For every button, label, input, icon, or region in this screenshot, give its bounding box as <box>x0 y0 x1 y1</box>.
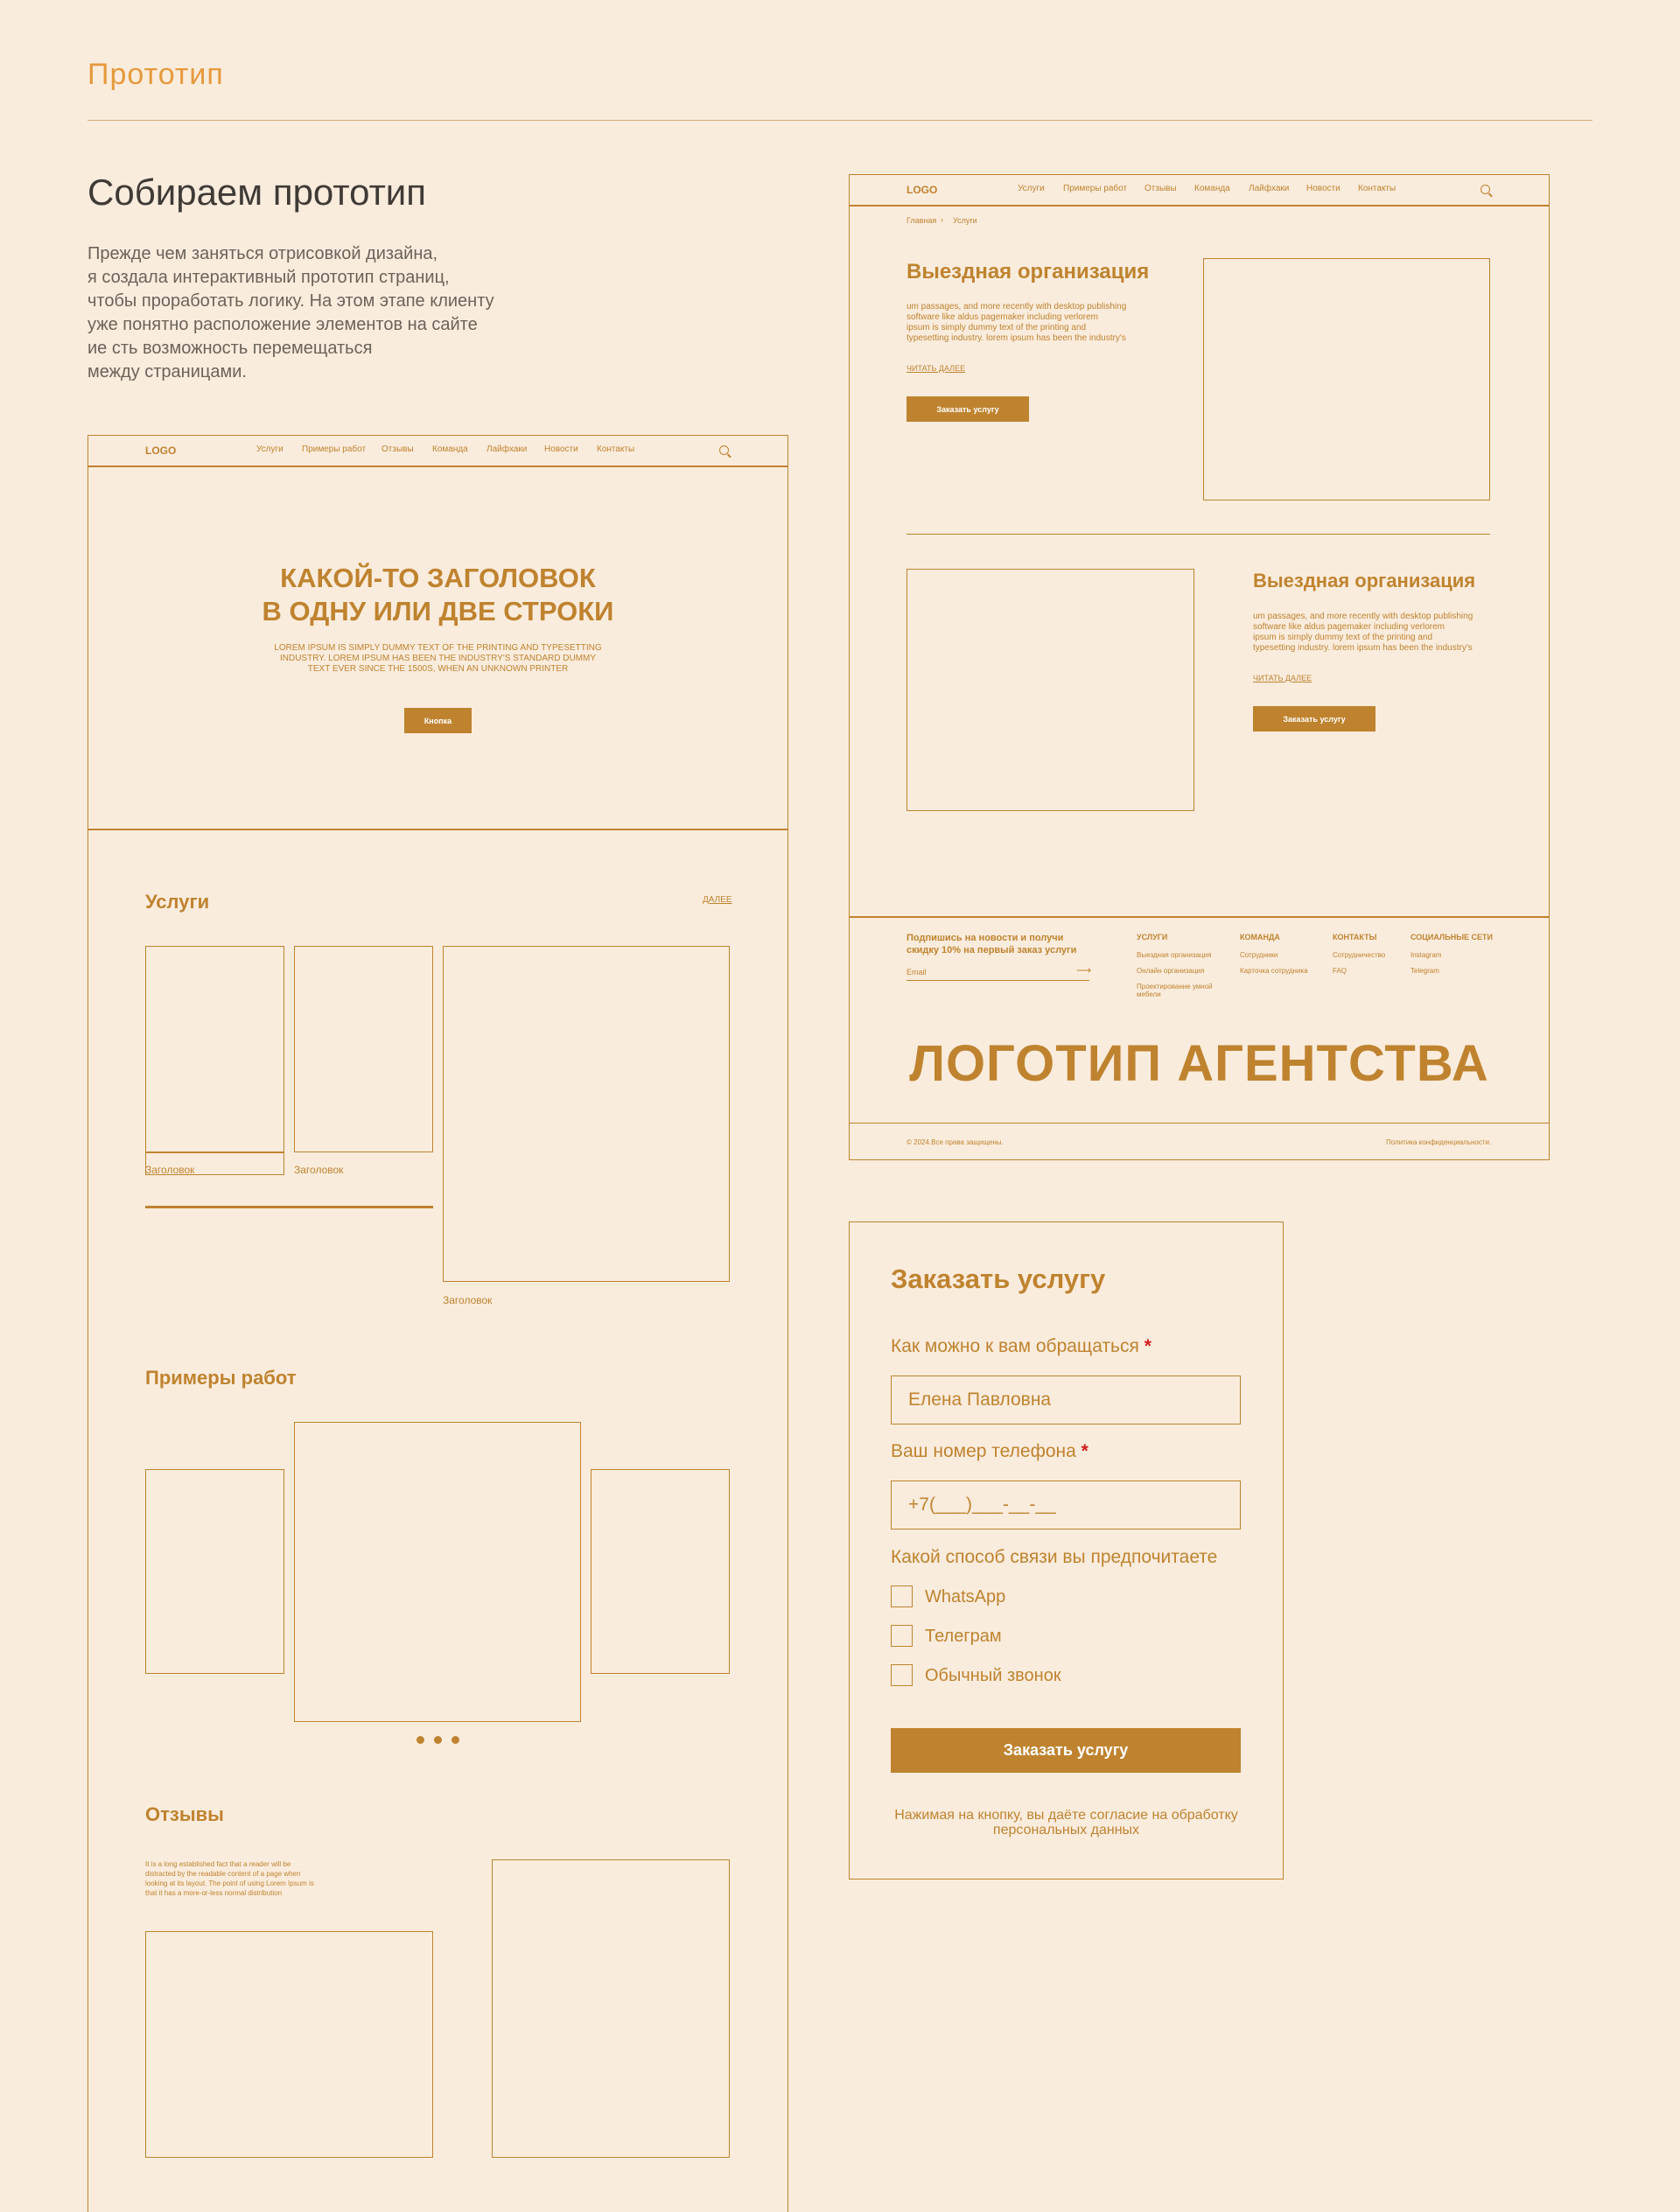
footer-subscribe-line: скидку 10% на первый заказ услуги <box>906 945 1077 956</box>
footer-col-services-title: УСЛУГИ <box>1137 933 1168 942</box>
footer-link[interactable]: мебели <box>1137 990 1161 998</box>
service-block-text-line: ipsum is simply dummy text of the printing and <box>906 323 1087 332</box>
nav-item-news[interactable]: Новости <box>544 444 578 454</box>
hero-title-line-2: В ОДНУ ИЛИ ДВЕ СТРОКИ <box>262 596 614 626</box>
footer-copyright: © 2024.Все права защищены. <box>906 1138 1004 1146</box>
read-more-link[interactable]: ЧИТАТЬ ДАЛЕЕ <box>906 364 966 373</box>
intro-heading: Собираем прототип <box>88 172 427 213</box>
service-block-text-line: um passages, and more recently with desktop publishing <box>1253 612 1474 621</box>
nav-item-team[interactable]: Команда <box>1194 184 1230 193</box>
required-mark: * <box>1081 1441 1088 1461</box>
consent-text-line: персональных данных <box>992 1823 1140 1838</box>
reviews-text <box>145 1859 314 1898</box>
nav-item-reviews[interactable]: Отзывы <box>382 444 414 454</box>
search-icon[interactable] <box>1480 185 1490 194</box>
nav-item-news[interactable]: Новости <box>1306 184 1340 193</box>
service-block-title: Выездная организация <box>1253 570 1476 592</box>
intro-line: Прежде чем заняться отрисовкой дизайна, <box>88 244 438 263</box>
works-title: Примеры работ <box>145 1367 297 1389</box>
slider-dot[interactable] <box>452 1736 459 1744</box>
hero-title-line-1: КАКОЙ-ТО ЗАГОЛОВОК <box>280 563 596 593</box>
arrow-right-icon[interactable]: ⟶ <box>1076 964 1092 976</box>
home-logo[interactable]: LOGO <box>145 444 177 457</box>
nav-item-works[interactable]: Примеры работ <box>1063 184 1128 193</box>
service-card-image[interactable] <box>294 946 433 1152</box>
order-service-button[interactable]: Заказать услугу <box>1253 706 1376 732</box>
service-block-text-line: typesetting industry. lorem ipsum has been the industry's <box>906 333 1126 343</box>
footer-link[interactable]: Сотрудничество <box>1333 951 1386 959</box>
phone-label-text: Ваш номер телефона <box>891 1441 1076 1461</box>
page-title: Прототип <box>88 58 224 91</box>
call-option-label[interactable]: Обычный звонок <box>925 1666 1061 1685</box>
reviews-text-line: distracted by the readable content of a page when <box>145 1870 301 1878</box>
intro-line: между страницами. <box>88 362 247 382</box>
service-block-text-line: ipsum is simply dummy text of the printing and <box>1253 633 1433 642</box>
read-more-link[interactable]: ЧИТАТЬ ДАЛЕЕ <box>1253 674 1312 682</box>
telegram-checkbox[interactable] <box>891 1625 913 1647</box>
hero-button[interactable]: Кнопка <box>404 708 472 733</box>
footer-col-contacts-title: КОНТАКТЫ <box>1333 933 1377 942</box>
nav-item-reviews[interactable]: Отзывы <box>1144 184 1177 193</box>
service-block-image <box>1203 258 1490 500</box>
service-block-text <box>1253 612 1473 654</box>
hero-divider <box>88 829 788 830</box>
nav-item-works[interactable]: Примеры работ <box>302 444 367 454</box>
service-block-divider <box>906 534 1490 535</box>
slider-dot[interactable] <box>434 1736 442 1744</box>
footer-top-divider <box>849 916 1550 918</box>
review-card[interactable] <box>492 1859 730 2158</box>
name-label <box>891 1336 1152 1357</box>
whatsapp-checkbox[interactable] <box>891 1586 913 1607</box>
footer-col-team-title: КОМАНДА <box>1240 933 1280 942</box>
service-card-label[interactable]: Заголовок <box>145 1164 195 1176</box>
whatsapp-option-label[interactable]: WhatsApp <box>925 1587 1006 1606</box>
hero-text-line: LOREM IPSUM IS SIMPLY DUMMY TEXT OF THE PRINTING AND TYPESETTING <box>274 643 602 653</box>
name-field-value[interactable]: Елена Павловна <box>908 1390 1052 1410</box>
breadcrumb-separator: › <box>941 215 943 224</box>
nav-item-services[interactable]: Услуги <box>256 444 284 454</box>
footer-email-input[interactable]: Email <box>906 968 927 976</box>
service-logo[interactable]: LOGO <box>906 184 938 196</box>
service-block-text-line: software like aldus pagemaker including verlorem <box>906 312 1098 322</box>
hero-text-line: TEXT EVER SINCE THE 1500S, WHEN AN UNKNOWN PRINTER <box>307 664 569 674</box>
reviews-title: Отзывы <box>145 1803 224 1825</box>
reviews-text-line: that it has a more-or-less normal distribution <box>145 1889 283 1897</box>
intro-line: я создала интерактивный прототип страниц, <box>88 268 450 287</box>
reviews-text-line: looking at its layout. The point of using Lorem Ipsum is <box>145 1880 314 1887</box>
intro-line: уже понятно расположение элементов на сайте <box>88 315 478 334</box>
header-divider <box>88 120 1592 121</box>
home-nav-divider <box>88 466 788 467</box>
intro-text <box>88 242 494 384</box>
order-service-button[interactable]: Заказать услугу <box>906 396 1029 422</box>
footer-link[interactable]: Выездная организация <box>1137 951 1212 959</box>
nav-item-lifehacks[interactable]: Лайфхаки <box>1249 184 1290 193</box>
footer-link[interactable]: Онлайн организация <box>1137 967 1205 975</box>
review-card[interactable] <box>145 1931 433 2158</box>
footer-link[interactable]: Instagram <box>1410 951 1442 959</box>
search-icon[interactable] <box>719 445 729 455</box>
form-title: Заказать услугу <box>891 1264 1106 1294</box>
footer-link[interactable]: Telegram <box>1410 967 1439 975</box>
nav-item-services[interactable]: Услуги <box>1018 184 1045 193</box>
service-block-text-line: typesetting industry. lorem ipsum has been the industry's <box>1253 643 1473 653</box>
service-nav-divider <box>849 205 1550 206</box>
intro-line: ие сть возможность перемещаться <box>88 339 373 358</box>
work-slide-image[interactable] <box>145 1469 284 1674</box>
services-scrollbar[interactable] <box>145 1206 433 1208</box>
service-card-label[interactable]: Заголовок <box>443 1294 493 1306</box>
breadcrumb-home[interactable]: Главная <box>906 216 937 225</box>
service-block-text-line: software like aldus pagemaker including verlorem <box>1253 622 1445 632</box>
footer-bottom-divider <box>849 1123 1550 1124</box>
footer-col-social-title: СОЦИАЛЬНЫЕ СЕТИ <box>1410 933 1493 942</box>
service-card-image[interactable] <box>443 946 730 1282</box>
services-more-link[interactable]: ДАЛЕЕ <box>703 895 732 905</box>
slider-dot[interactable] <box>416 1736 424 1744</box>
footer-privacy-link[interactable]: Политика конфиденциальности. <box>1386 1138 1492 1146</box>
service-block-image <box>906 569 1194 811</box>
phone-field-value[interactable]: +7(___)___-__-__ <box>908 1494 1056 1515</box>
agency-big-logo: ЛОГОТИП АГЕНТСТВА <box>909 1035 1489 1092</box>
service-card-inner-line <box>145 1152 284 1153</box>
reviews-text-line: It is a long established fact that a reader will be <box>145 1860 291 1868</box>
services-title: Услуги <box>145 891 210 913</box>
service-block-text <box>906 302 1126 344</box>
work-slide-image[interactable] <box>591 1469 730 1674</box>
footer-link[interactable]: FAQ <box>1333 967 1348 975</box>
telegram-option-label[interactable]: Телеграм <box>925 1627 1002 1646</box>
work-slide-image[interactable] <box>294 1422 581 1722</box>
footer-link[interactable]: Сотрудники <box>1240 951 1278 959</box>
required-mark: * <box>1144 1336 1152 1356</box>
nav-item-lifehacks[interactable]: Лайфхаки <box>486 444 528 454</box>
contact-method-label: Какой способ связи вы предпочитаете <box>891 1547 1218 1567</box>
service-block-text-line: um passages, and more recently with desktop publishing <box>906 302 1127 312</box>
phone-label <box>891 1441 1088 1462</box>
intro-line: чтобы проработать логику. На этом этапе клиенту <box>88 291 494 311</box>
name-label-text: Как можно к вам обращаться <box>891 1336 1139 1356</box>
hero-text-line: INDUSTRY. LOREM IPSUM HAS BEEN THE INDUSTRY'S STANDARD DUMMY <box>279 654 597 663</box>
footer-link[interactable]: Карточка сотрудника <box>1240 967 1308 975</box>
service-block-title: Выездная организация <box>906 260 1150 284</box>
nav-item-contacts[interactable]: Контакты <box>1358 184 1396 193</box>
call-checkbox[interactable] <box>891 1664 913 1686</box>
consent-text-line: Нажимая на кнопку, вы даёте согласие на обработку <box>894 1808 1238 1823</box>
nav-item-contacts[interactable]: Контакты <box>597 444 635 454</box>
nav-item-team[interactable]: Команда <box>432 444 468 454</box>
service-card-label[interactable]: Заголовок <box>294 1164 344 1176</box>
submit-order-button[interactable]: Заказать услугу <box>891 1728 1241 1773</box>
footer-subscribe-line: Подпишись на новости и получи <box>906 933 1064 943</box>
service-card-image[interactable] <box>145 946 284 1175</box>
footer-link[interactable]: Проектирование умной <box>1137 983 1213 990</box>
breadcrumb-current: Услуги <box>953 216 977 225</box>
footer-email-underline <box>906 980 1089 981</box>
